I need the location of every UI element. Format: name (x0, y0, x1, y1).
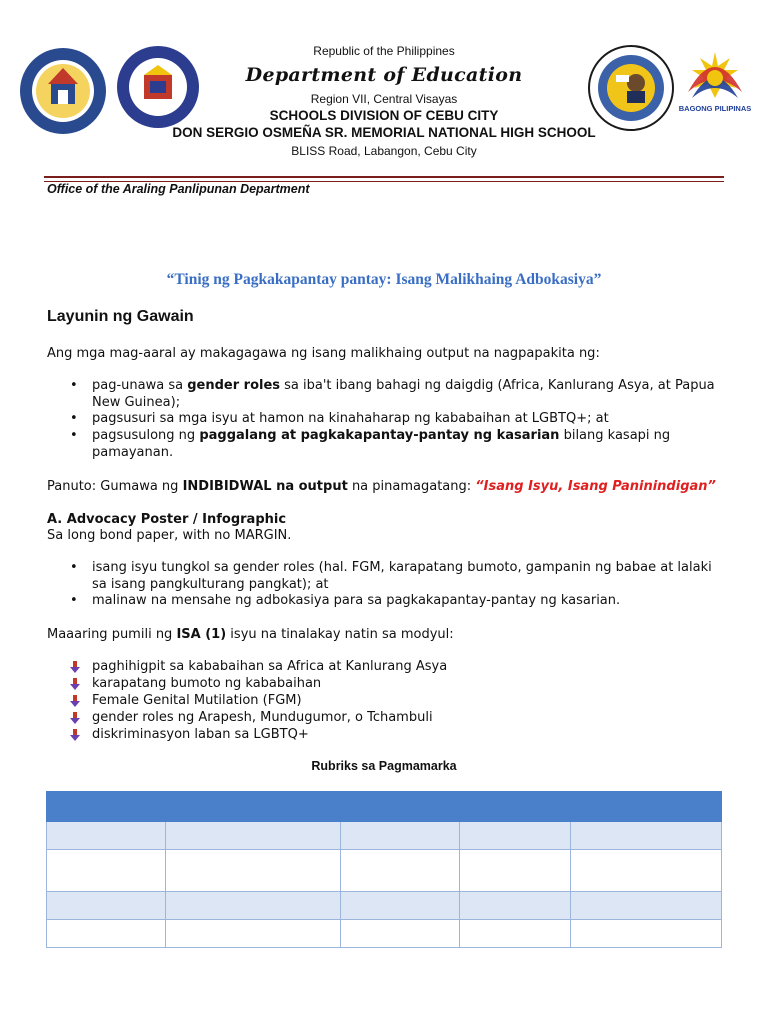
issue-item: paghihigpit sa kababaihan sa Africa at Kanlurang Asya (92, 659, 448, 674)
table-row (47, 920, 722, 948)
table-row (47, 822, 722, 850)
bullet-dot: • (70, 428, 78, 443)
rubric-header-row (47, 792, 722, 822)
issue-item: Female Genital Mutilation (FGM) (92, 693, 302, 708)
header-rule-thick (44, 176, 724, 178)
bullet-dot: • (70, 593, 78, 608)
part-a-item: isang isyu tungkol sa gender roles (hal. FGM, karapatang bumoto, gampanin ng babae at lalaki sa isang pangkulturang pangkat); at (92, 560, 712, 592)
department-title: Department of Education (245, 64, 523, 86)
section-heading: Layunin ng Gawain (47, 308, 194, 325)
table-cell (460, 850, 571, 892)
table-cell (571, 850, 722, 892)
region-line: Region VII, Central Visayas (310, 92, 458, 106)
office-name: Office of the Araling Panlipunan Department (47, 182, 310, 196)
rubric-title: Rubriks sa Pagmamarka (311, 759, 457, 773)
arrow-bullet-icon (69, 695, 81, 707)
republic-line: Republic of the Philippines (313, 44, 455, 58)
rubric-header-cell (47, 792, 722, 822)
bullet-dot: • (70, 378, 78, 393)
objective-item: pagsusuri sa mga isyu at hamon na kinahaharap ng kababaihan at LGBTQ+; at (92, 411, 609, 426)
address-line: BLISS Road, Labangon, Cebu City (291, 144, 477, 158)
table-cell (166, 920, 341, 948)
bullet-dot: • (70, 411, 78, 426)
objective-item: pagsusulong ng paggalang at pagkakapantay-pantay ng kasarian bilang kasapi ng pamayanan. (92, 428, 671, 460)
issue-item: karapatang bumoto ng kababaihan (92, 676, 322, 691)
theme-title: “Tinig ng Pagkakapantay pantay: Isang Malikhaing Adbokasiya” (166, 271, 602, 288)
table-cell (460, 892, 571, 920)
division-line: SCHOOLS DIVISION OF CEBU CITY (269, 108, 499, 123)
table-cell (47, 850, 166, 892)
rubric-table (46, 791, 722, 948)
part-a-heading: A. Advocacy Poster / Infographic (47, 512, 287, 527)
bullet-dot: • (70, 560, 78, 575)
part-a-sub: Sa long bond paper, with no MARGIN. (47, 528, 292, 543)
issue-item: gender roles ng Arapesh, Mundugumor, o Tchambuli (92, 710, 433, 725)
instruction-text: Panuto: Gumawa ng INDIBIDWAL na output na pinamagatang: “Isang Isyu, Isang Paninindigan” (47, 479, 716, 494)
table-cell (571, 892, 722, 920)
table-cell (166, 850, 341, 892)
arrow-bullet-icon (69, 661, 81, 673)
bagong-pilipinas-caption: BAGONG PILIPINAS (678, 104, 752, 113)
intro-text: Ang mga mag-aaral ay makagagawa ng isang malikhaing output na nagpapakita ng: (47, 346, 600, 361)
table-cell (166, 822, 341, 850)
arrow-bullet-icon (69, 712, 81, 724)
table-row (47, 850, 722, 892)
arrow-bullet-icon (69, 678, 81, 690)
table-cell (341, 850, 460, 892)
choose-text: Maaaring pumili ng ISA (1) isyu na tinalakay natin sa modyul: (47, 627, 454, 642)
table-cell (166, 892, 341, 920)
objective-item: pag-unawa sa gender roles sa iba't ibang bahagi ng daigdig (Africa, Kanlurang Asya, at Papua New Guinea); (92, 378, 715, 410)
table-cell (460, 920, 571, 948)
table-cell (47, 822, 166, 850)
table-cell (341, 892, 460, 920)
table-cell (47, 892, 166, 920)
table-row (47, 892, 722, 920)
table-cell (571, 822, 722, 850)
table-cell (341, 920, 460, 948)
table-cell (47, 920, 166, 948)
table-cell (341, 822, 460, 850)
issue-item: diskriminasyon laban sa LGBTQ+ (92, 727, 309, 742)
table-cell (460, 822, 571, 850)
part-a-item: malinaw na mensahe ng adbokasiya para sa pagkakapantay-pantay ng kasarian. (92, 593, 621, 608)
arrow-bullet-icon (69, 729, 81, 741)
table-cell (571, 920, 722, 948)
school-name: DON SERGIO OSMEÑA SR. MEMORIAL NATIONAL HIGH SCHOOL (172, 125, 596, 140)
